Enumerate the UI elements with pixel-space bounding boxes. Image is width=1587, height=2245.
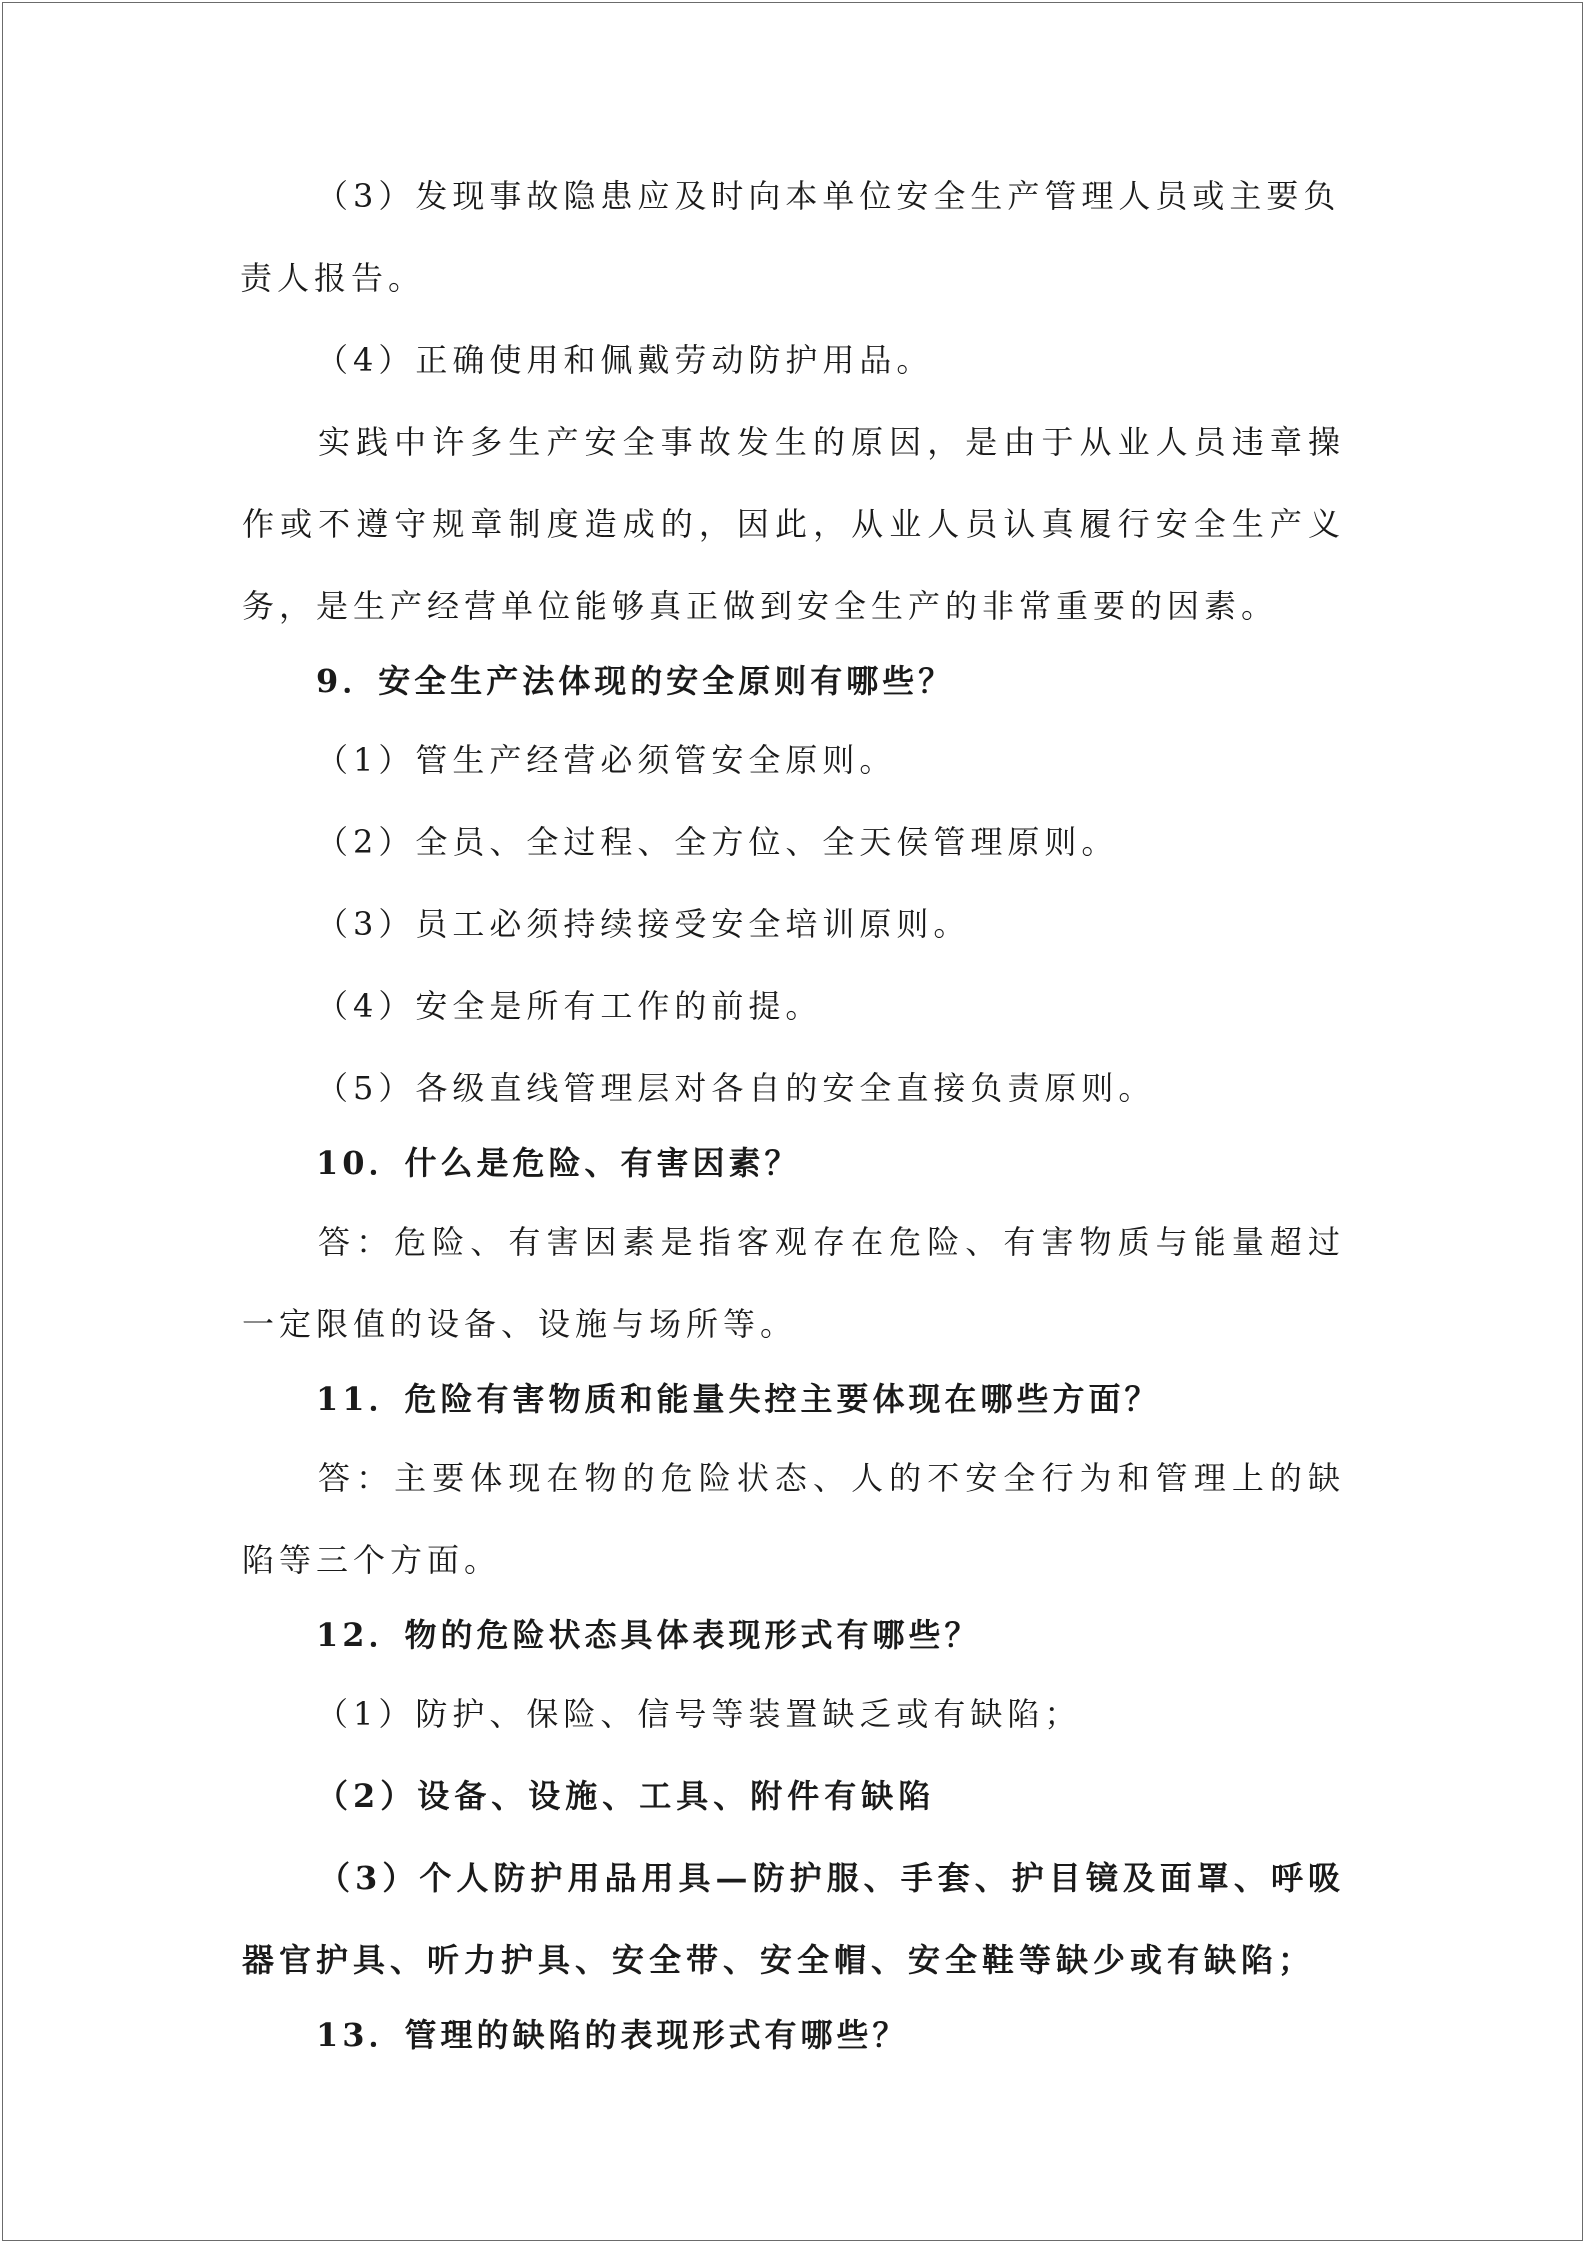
question-heading: 9．安全生产法体现的安全原则有哪些？ [316, 662, 955, 700]
question-heading: 12．物的危险状态具体表现形式有哪些？ [316, 1616, 981, 1654]
list-item: （3）员工必须持续接受安全培训原则。 [316, 905, 971, 943]
question-heading: 13．管理的缺陷的表现形式有哪些？ [316, 2016, 909, 2054]
answer-paragraph: 答：主要体现在物的危险状态、人的不安全行为和管理上的缺陷等三个方面。 [242, 1459, 1345, 1579]
list-item: （4）安全是所有工作的前提。 [316, 987, 823, 1025]
document-body [240, 155, 1345, 2069]
list-item: （4）正确使用和佩戴劳动防护用品。 [316, 341, 934, 379]
list-item: （5）各级直线管理层对各自的安全直接负责原则。 [316, 1069, 1156, 1107]
question-heading: 10．什么是危险、有害因素？ [316, 1144, 801, 1182]
list-item: （1）管生产经营必须管安全原则。 [316, 741, 897, 779]
list-item: （1）防护、保险、信号等装置缺乏或有缺陷； [316, 1695, 1082, 1733]
list-item: （2）全员、全过程、全方位、全天侯管理原则。 [316, 823, 1119, 861]
list-item: （2）设备、设施、工具、附件有缺陷 [316, 1777, 936, 1815]
answer-paragraph: 答：危险、有害因素是指客观存在危险、有害物质与能量超过一定限值的设备、设施与场所等。 [242, 1223, 1345, 1343]
list-item: （3）个人防护用品用具—防护服、手套、护目镜及面罩、呼吸器官护具、听力护具、安全带、安全帽、安全鞋等缺少或有缺陷； [242, 1859, 1345, 1979]
body-paragraph: 实践中许多生产安全事故发生的原因，是由于从业人员违章操作或不遵守规章制度造成的，因此，从业人员认真履行安全生产义务，是生产经营单位能够真正做到安全生产的非常重要的因素。 [242, 423, 1345, 625]
list-item: （3）发现事故隐患应及时向本单位安全生产管理人员或主要负责人报告。 [240, 177, 1341, 297]
question-heading: 11．危险有害物质和能量失控主要体现在哪些方面？ [316, 1380, 1161, 1418]
